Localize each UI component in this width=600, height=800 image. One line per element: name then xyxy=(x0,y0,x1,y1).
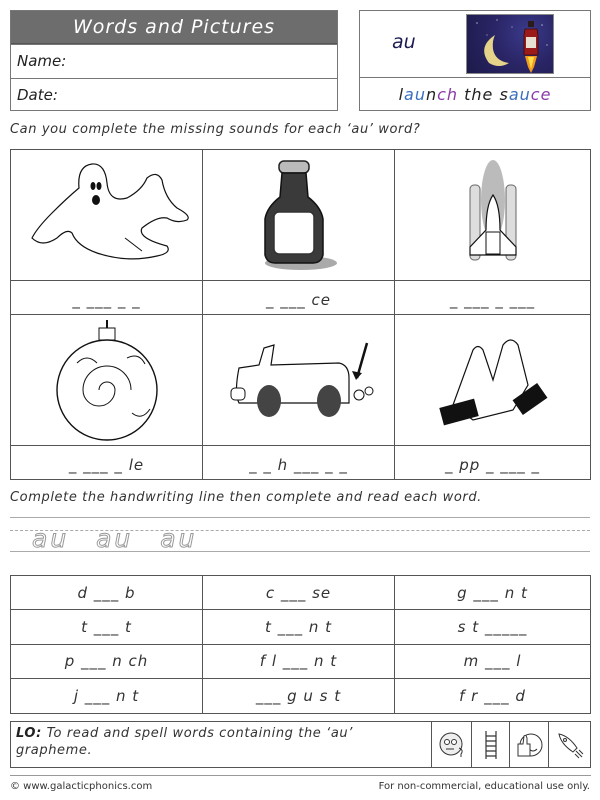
phrase-seg: the xyxy=(458,85,500,104)
section1-instruction: Can you complete the missing sounds for each ‘au’ word? xyxy=(10,122,421,137)
mnemonic-phrase xyxy=(360,78,590,111)
word-cell[interactable]: p ___ n ch xyxy=(11,645,203,679)
picture-cell xyxy=(203,315,395,446)
word-cell[interactable]: g ___ n t xyxy=(395,576,590,610)
word-cell[interactable]: m ___ l xyxy=(395,645,590,679)
picture-cell xyxy=(11,315,203,446)
learning-objective xyxy=(10,721,591,768)
grapheme-card xyxy=(359,10,591,111)
phrase-seg: au xyxy=(404,85,426,104)
confused-face-icon[interactable] xyxy=(432,722,472,767)
lo-text: To read and spell words containing the ‘au’ grapheme. xyxy=(16,726,354,758)
worksheet-header xyxy=(10,10,338,111)
trace-letters: au au au xyxy=(32,524,198,553)
answer-cell[interactable]: _ ___ _ le xyxy=(11,446,203,479)
answer-cell[interactable]: _ _ h ___ _ _ xyxy=(203,446,395,479)
word-table xyxy=(10,575,591,714)
answer-cell[interactable]: _ ___ ce xyxy=(203,281,395,315)
applause-hands-icon xyxy=(433,325,553,435)
bauble-icon xyxy=(47,318,167,443)
picture-cell xyxy=(395,150,590,281)
word-cell[interactable]: t ___ n t xyxy=(203,610,395,644)
lo-label: LO: xyxy=(16,726,42,741)
ladder-icon[interactable] xyxy=(472,722,510,767)
word-cell[interactable]: c ___ se xyxy=(203,576,395,610)
word-cell[interactable]: t ___ t xyxy=(11,610,203,644)
footer-copyright: © www.galacticphonics.com xyxy=(10,781,153,792)
date-field[interactable]: Date: xyxy=(11,78,337,112)
car-exhaust-icon xyxy=(219,333,379,428)
space-shuttle-icon xyxy=(458,155,528,275)
footer-notice: For non-commercial, educational use only. xyxy=(378,781,590,792)
worksheet-title: Words and Pictures xyxy=(11,11,337,44)
word-cell[interactable]: s t _____ xyxy=(395,610,590,644)
picture-cell xyxy=(203,150,395,281)
section2-instruction: Complete the handwriting line then complete and read each word. xyxy=(10,490,482,505)
phrase-seg: l xyxy=(398,85,405,104)
rocket-sauce-image xyxy=(466,14,554,74)
phrase-seg: n xyxy=(425,85,438,104)
word-cell[interactable]: d ___ b xyxy=(11,576,203,610)
name-field[interactable]: Name: xyxy=(11,44,337,78)
picture-cell xyxy=(11,150,203,281)
phrase-seg: ch xyxy=(437,85,459,104)
answer-cell[interactable]: _ ___ _ _ xyxy=(11,281,203,315)
word-cell[interactable]: f r ___ d xyxy=(459,686,526,705)
word-cell[interactable]: ___ g u s t xyxy=(203,679,395,713)
answer-cell[interactable]: _ pp _ ___ _ xyxy=(444,455,541,474)
ghost-icon xyxy=(17,158,197,273)
grapheme-label: au xyxy=(392,31,416,53)
word-cell[interactable]: f l ___ n t xyxy=(203,645,395,679)
phrase-seg: au xyxy=(508,85,531,104)
handwriting-top-line xyxy=(10,517,590,518)
thumbs-up-smiley-icon[interactable] xyxy=(510,722,549,767)
footer-divider xyxy=(10,775,591,776)
sauce-bottle-icon xyxy=(259,155,339,275)
answer-cell[interactable]: _ ___ _ ___ xyxy=(395,281,590,315)
word-cell[interactable]: j ___ n t xyxy=(11,679,203,713)
rocket-icon[interactable] xyxy=(549,722,590,767)
picture-cell xyxy=(395,315,590,446)
phrase-seg: s xyxy=(499,85,509,104)
picture-grid xyxy=(10,149,591,480)
phrase-seg: ce xyxy=(530,85,552,104)
